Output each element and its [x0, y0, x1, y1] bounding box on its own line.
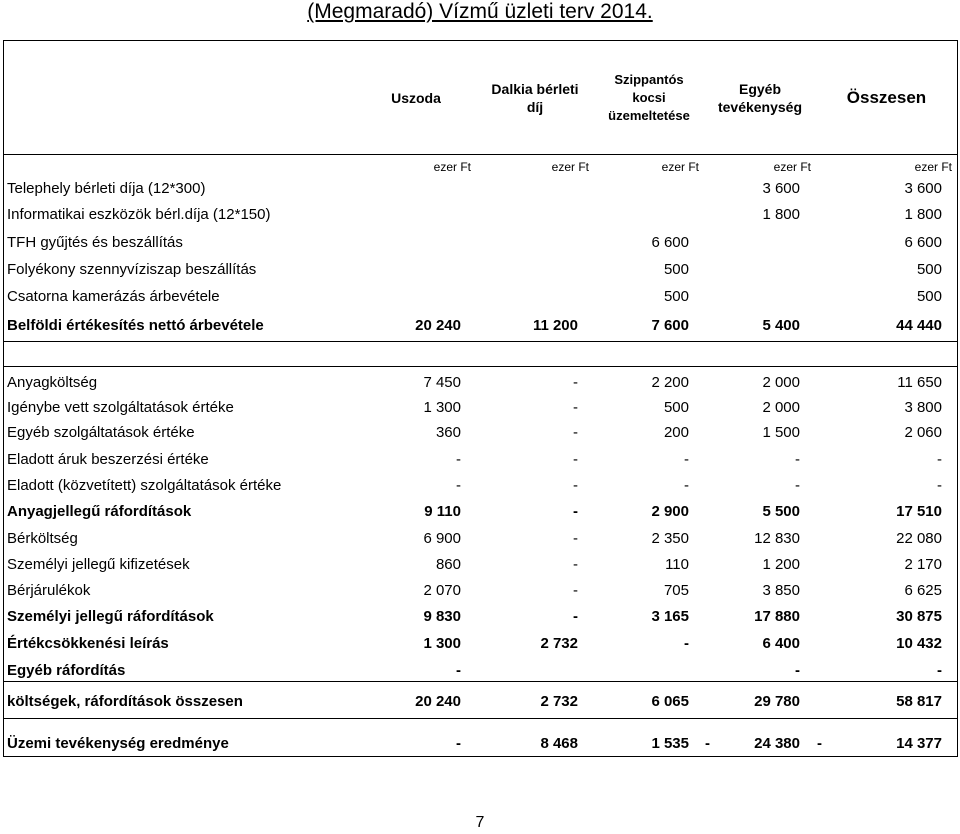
header-egyeb: Egyéb tevékenység: [717, 80, 803, 115]
cell-value: -: [684, 635, 689, 652]
cell-value: -: [795, 662, 800, 679]
row-label: Belföldi értékesítés nettó árbevétele: [7, 317, 264, 334]
cell-value: 110: [665, 556, 689, 573]
cell-value: -: [573, 399, 578, 416]
row-label: Értékcsökkenési leírás: [7, 635, 169, 652]
cell-value: -: [937, 451, 942, 468]
row-label: Eladott (közvetített) szolgáltatások értéke: [7, 477, 282, 494]
cell-value: 17 880: [754, 608, 800, 625]
table-row: [4, 447, 957, 473]
row-label: Eladott áruk beszerzési értéke: [7, 451, 209, 468]
cell-value: -: [795, 477, 800, 494]
table-row: [4, 604, 957, 630]
row-label: Anyagjellegű ráfordítások: [7, 503, 192, 520]
unit-egyeb: ezer Ft: [773, 160, 811, 174]
header-uszoda: Uszoda: [391, 89, 441, 106]
cell-value: -: [573, 530, 578, 547]
cell-value: 500: [916, 261, 942, 278]
header-dalkia: Dalkia bérleti díj: [491, 80, 579, 115]
table-row: [4, 731, 957, 757]
cell-value: -: [684, 451, 689, 468]
cell-value: 1 200: [762, 556, 800, 573]
cell-value: 2 732: [540, 693, 578, 710]
cell-value: 17 510: [896, 503, 942, 520]
cell-value: 3 165: [651, 608, 689, 625]
cell-value: 14 377: [896, 735, 942, 752]
cell-value: 6 625: [904, 582, 942, 599]
cell-value: 500: [916, 288, 942, 305]
table-row: [4, 313, 957, 339]
cell-value: 29 780: [754, 693, 800, 710]
cell-value: -: [456, 451, 461, 468]
cell-value: 2 000: [762, 374, 800, 391]
negative-sign: -: [705, 735, 710, 752]
cell-value: -: [937, 477, 942, 494]
cell-value: -: [573, 503, 578, 520]
cell-value: 2 732: [540, 635, 578, 652]
table-row: [4, 658, 957, 684]
cell-value: 1 300: [423, 635, 461, 652]
cell-value: 2 350: [651, 530, 689, 547]
table-row: [4, 526, 957, 552]
cell-value: 3 600: [904, 180, 942, 197]
table-row: [4, 257, 957, 283]
cell-value: -: [573, 424, 578, 441]
cell-value: 1 800: [762, 206, 800, 223]
header-divider: [4, 154, 957, 155]
cell-value: 500: [663, 261, 689, 278]
unit-dalkia: ezer Ft: [551, 160, 589, 174]
cell-value: 6 600: [651, 234, 689, 251]
row-label: költségek, ráfordítások összesen: [7, 693, 243, 710]
cell-value: 2 170: [904, 556, 942, 573]
cell-value: 5 500: [762, 503, 800, 520]
cell-value: -: [573, 582, 578, 599]
cell-value: -: [795, 451, 800, 468]
table-row: [4, 230, 957, 256]
revenue-divider: [4, 341, 957, 342]
unit-osszesen: ezer Ft: [914, 160, 952, 174]
cell-value: 2 060: [904, 424, 942, 441]
cell-value: 58 817: [896, 693, 942, 710]
cell-value: 24 380: [754, 735, 800, 752]
cell-value: 30 875: [896, 608, 942, 625]
cell-value: 2 000: [762, 399, 800, 416]
cell-value: 6 400: [762, 635, 800, 652]
cell-value: -: [456, 735, 461, 752]
row-label: Egyéb szolgáltatások értéke: [7, 424, 195, 441]
row-label: Igénybe vett szolgáltatások értéke: [7, 399, 234, 416]
table-row: [4, 578, 957, 604]
cell-value: 1 535: [651, 735, 689, 752]
cell-value: 7 450: [423, 374, 461, 391]
table-row: [4, 395, 957, 421]
row-label: Bérköltség: [7, 530, 78, 547]
cell-value: 11 200: [532, 317, 578, 334]
cell-value: 10 432: [896, 635, 942, 652]
cell-value: 12 830: [754, 530, 800, 547]
cell-value: 6 900: [423, 530, 461, 547]
row-label: Informatikai eszközök bérl.díja (12*150): [7, 206, 271, 223]
row-label: Csatorna kamerázás árbevétele: [7, 288, 220, 305]
table-row: [4, 370, 957, 396]
row-label: Bérjárulékok: [7, 582, 91, 599]
cell-value: -: [573, 374, 578, 391]
cell-value: 20 240: [415, 317, 461, 334]
row-label: Személyi jellegű kifizetések: [7, 556, 190, 573]
cell-value: 1 800: [904, 206, 942, 223]
cell-value: -: [684, 477, 689, 494]
table-row: [4, 552, 957, 578]
table-row: [4, 499, 957, 525]
cell-value: 7 600: [651, 317, 689, 334]
table-row: [4, 284, 957, 310]
cell-value: 5 400: [762, 317, 800, 334]
cell-value: -: [573, 556, 578, 573]
cell-value: 6 065: [651, 693, 689, 710]
cell-value: -: [456, 477, 461, 494]
cell-value: 500: [663, 288, 689, 305]
table-row: [4, 202, 957, 228]
cell-value: 9 110: [424, 503, 461, 520]
cell-value: 11 650: [897, 374, 942, 391]
row-label: Telephely bérleti díja (12*300): [7, 180, 206, 197]
row-label: Személyi jellegű ráfordítások: [7, 608, 214, 625]
cell-value: 3 850: [762, 582, 800, 599]
cell-value: 705: [663, 582, 689, 599]
cell-value: 1 300: [423, 399, 461, 416]
row-label: Egyéb ráfordítás: [7, 662, 126, 679]
table-row: [4, 473, 957, 499]
row-label: TFH gyűjtés és beszállítás: [7, 234, 183, 251]
table-row: [4, 176, 957, 202]
cell-value: 1 500: [762, 424, 800, 441]
cost-divider: [4, 366, 957, 367]
cell-value: -: [573, 477, 578, 494]
header-osszesen: Összesen: [846, 87, 927, 107]
negative-sign: -: [817, 735, 822, 752]
row-label: Üzemi tevékenység eredménye: [7, 735, 229, 752]
cell-value: 22 080: [896, 530, 942, 547]
header-szippantos: Szippantós kocsi üzemeltetése: [608, 71, 690, 123]
cell-value: 8 468: [540, 735, 578, 752]
table-row: [4, 420, 957, 446]
cell-value: 500: [663, 399, 689, 416]
table-row: [4, 631, 957, 657]
cell-value: 360: [435, 424, 461, 441]
page-number: 7: [475, 814, 485, 831]
cell-value: 200: [663, 424, 689, 441]
cell-value: -: [573, 608, 578, 625]
cell-value: 20 240: [415, 693, 461, 710]
cell-value: 2 070: [423, 582, 461, 599]
cell-value: 2 200: [651, 374, 689, 391]
cell-value: -: [456, 662, 461, 679]
business-plan-table: [3, 40, 958, 757]
row-label: Anyagköltség: [7, 374, 98, 391]
cell-value: -: [937, 662, 942, 679]
row-label: Folyékony szennyvíziszap beszállítás: [7, 261, 257, 278]
cell-value: 3 800: [904, 399, 942, 416]
unit-uszoda: ezer Ft: [433, 160, 471, 174]
unit-szippantos: ezer Ft: [661, 160, 699, 174]
cell-value: 9 830: [423, 608, 461, 625]
table-row: [4, 689, 957, 715]
total-divider-bottom: [4, 718, 957, 719]
cell-value: 6 600: [904, 234, 942, 251]
cell-value: -: [573, 451, 578, 468]
cell-value: 3 600: [762, 180, 800, 197]
cell-value: 860: [435, 556, 461, 573]
document-title: (Megmaradó) Vízmű üzleti terv 2014.: [307, 0, 653, 23]
cell-value: 2 900: [651, 503, 689, 520]
cell-value: 44 440: [896, 317, 942, 334]
